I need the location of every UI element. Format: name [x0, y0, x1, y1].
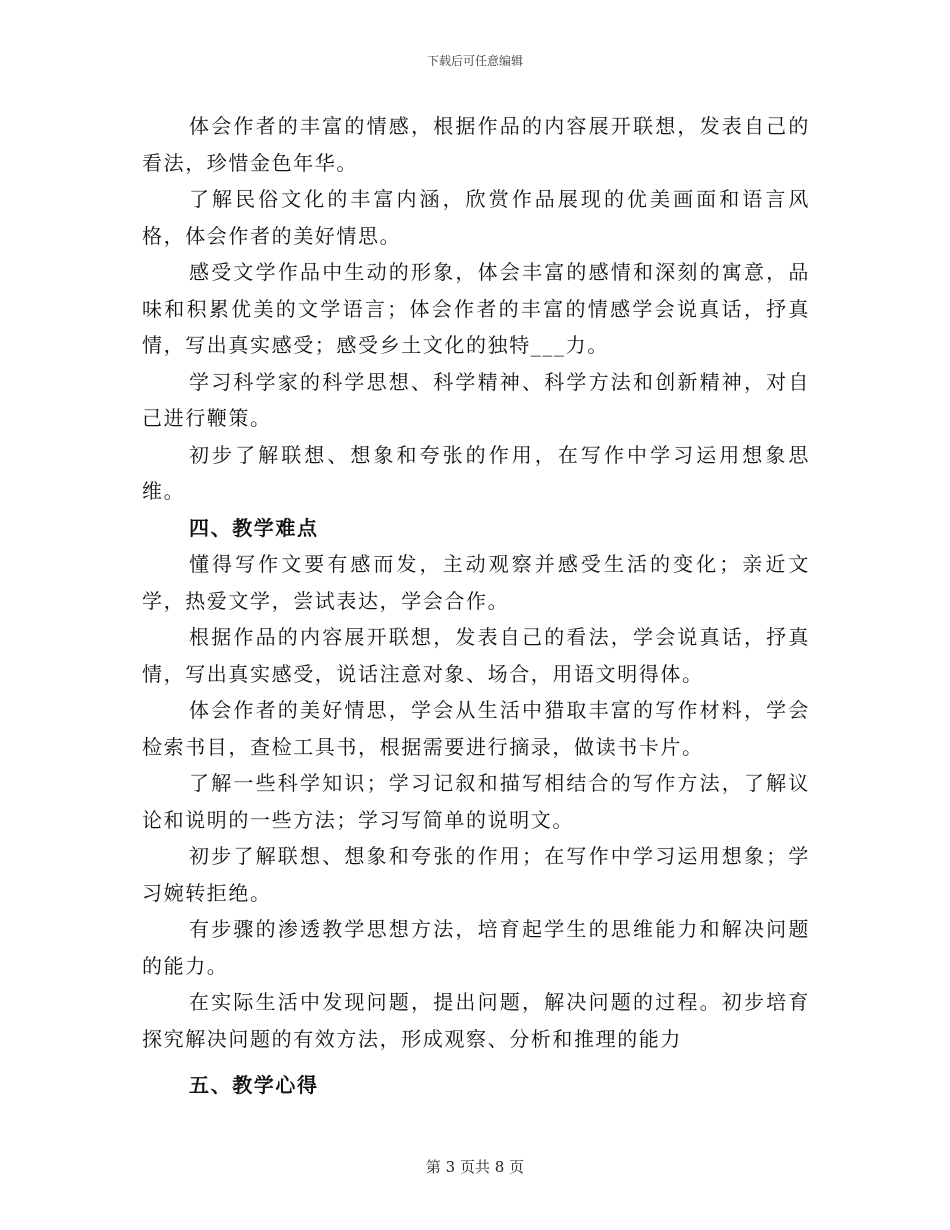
- paragraph: 在实际生活中发现问题，提出问题，解决问题的过程。初步培育探究解决问题的有效方法，形成观察、分析和推理的能力: [142, 990, 810, 1051]
- paragraph: 有步骤的渗透教学思想方法，培育起学生的思维能力和解决问题的能力。: [142, 917, 810, 978]
- paragraph: 了解民俗文化的丰富内涵，欣赏作品展现的优美画面和语言风格，体会作者的美好情思。: [142, 187, 810, 248]
- paragraph: 学习科学家的科学思想、科学精神、科学方法和创新精神，对自己进行鞭策。: [142, 369, 810, 430]
- paragraph: 初步了解联想、想象和夸张的作用；在写作中学习运用想象；学习婉转拒绝。: [142, 844, 810, 905]
- paragraph: 懂得写作文要有感而发，主动观察并感受生活的变化；亲近文学，热爱文学，尝试表达，学会合作。: [142, 552, 810, 613]
- paragraph: 体会作者的丰富的情感，根据作品的内容展开联想，发表自己的看法，珍惜金色年华。: [142, 114, 810, 175]
- page-header: 下载后可任意编辑: [426, 54, 523, 68]
- section-heading-teaching-difficulties: 四、教学难点: [189, 515, 319, 540]
- section-heading-teaching-reflections: 五、教学心得: [189, 1073, 319, 1097]
- document-body: [142, 108, 810, 1104]
- paragraph: 初步了解联想、想象和夸张的作用，在写作中学习运用想象思维。: [142, 442, 810, 503]
- paragraph: 感受文学作品中生动的形象，体会丰富的感情和深刻的寓意，品味和积累优美的文学语言；体会作者的丰富的情感学会说真话，抒真情，写出真实感受；感受乡土文化的独特___力。: [142, 260, 810, 357]
- paragraph: 体会作者的美好情思，学会从生活中猎取丰富的写作材料，学会检索书目，查检工具书，根据需要进行摘录，做读书卡片。: [142, 698, 810, 759]
- paragraph: 根据作品的内容展开联想，发表自己的看法，学会说真话，抒真情，写出真实感受，说话注意对象、场合，用语文明得体。: [142, 625, 810, 686]
- paragraph: 了解一些科学知识；学习记叙和描写相结合的写作方法，了解议论和说明的一些方法；学习写简单的说明文。: [142, 771, 810, 832]
- page-number: 第 3 页共 8 页: [425, 1158, 525, 1176]
